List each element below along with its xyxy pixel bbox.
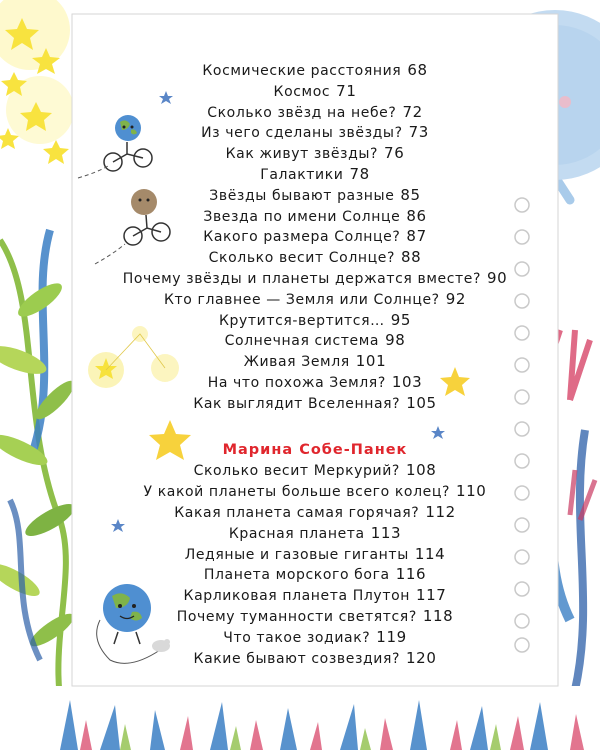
toc-item-page: 90: [487, 268, 508, 287]
toc-item-page: 76: [384, 144, 405, 163]
toc-item-page: 87: [406, 227, 427, 246]
toc-item-page: 78: [349, 164, 370, 183]
toc-item-title: Звезда по имени Солнце: [203, 208, 401, 225]
toc-item[interactable]: [72, 60, 558, 81]
toc-item-page: 71: [336, 81, 357, 100]
toc-item-title: Сколько весит Солнце?: [208, 250, 396, 267]
toc-item-page: 113: [370, 523, 402, 542]
toc-item-page: 73: [408, 123, 429, 142]
toc-item-page: 103: [391, 372, 423, 391]
toc-item-title: Красная планета: [228, 525, 365, 542]
toc-item-page: 101: [355, 352, 387, 371]
toc-item-page: 118: [422, 606, 454, 625]
toc-item-title: Как живут звёзды?: [225, 146, 379, 163]
toc-item-title: На что похожа Земля?: [207, 374, 386, 391]
toc-item[interactable]: [72, 351, 558, 372]
toc-item[interactable]: [72, 606, 558, 627]
toc-item[interactable]: [72, 102, 558, 123]
toc-item-title: Живая Земля: [243, 354, 350, 371]
toc-item[interactable]: [72, 164, 558, 185]
toc-item-title: Какого размера Солнце?: [203, 229, 401, 246]
toc-item[interactable]: [72, 372, 558, 393]
toc-item[interactable]: [72, 247, 558, 268]
toc-item[interactable]: [72, 143, 558, 164]
toc-item[interactable]: [72, 81, 558, 102]
toc-item-title: Из чего сделаны звёзды?: [201, 125, 403, 142]
author-heading: Марина Собе-Панек: [222, 441, 408, 458]
toc-item-title: Сколько весит Меркурий?: [193, 463, 400, 480]
toc-item-page: 98: [385, 331, 406, 350]
toc-item-page: 85: [400, 185, 421, 204]
toc-item[interactable]: [72, 460, 558, 481]
toc-item-title: Ледяные и газовые гиганты: [184, 546, 409, 563]
toc-item[interactable]: [72, 330, 558, 351]
toc-item[interactable]: [72, 393, 558, 414]
toc-item[interactable]: [72, 502, 558, 523]
toc-item-title: Как выглядит Вселенная?: [193, 395, 401, 412]
toc-item[interactable]: [72, 523, 558, 544]
toc-item-title: У какой планеты больше всего колец?: [143, 484, 450, 501]
toc-item-page: 68: [407, 61, 428, 79]
toc-item-title: Какая планета самая горячая?: [174, 504, 420, 521]
toc-item-title: Планета морского бога: [203, 567, 390, 584]
toc-item[interactable]: [72, 268, 558, 289]
toc-item-title: Кто главнее — Земля или Солнце?: [163, 291, 440, 308]
toc-item-page: 120: [406, 648, 437, 667]
toc-item[interactable]: [72, 206, 558, 227]
toc-item-title: Какие бывают созвездия?: [193, 650, 401, 667]
toc-item-title: Почему туманности светятся?: [176, 608, 417, 625]
toc-item-title: Почему звёзды и планеты держатся вместе?: [122, 270, 481, 287]
toc-item[interactable]: [72, 585, 558, 606]
toc-item-page: 110: [456, 482, 487, 501]
toc-item-page: 108: [405, 461, 437, 480]
toc-item[interactable]: [72, 310, 558, 331]
toc-item[interactable]: [72, 226, 558, 247]
toc-item-title: Сколько звёзд на небе?: [207, 104, 397, 121]
star-cluster-top-left: [0, 0, 74, 164]
toc-item-title: Солнечная система: [224, 333, 380, 350]
plants-left: [0, 230, 79, 740]
toc-item[interactable]: [72, 185, 558, 206]
toc-item-title: Космические расстояния: [202, 63, 402, 79]
toc-item-page: 119: [376, 627, 407, 646]
toc-item-page: 114: [414, 544, 446, 563]
toc-item[interactable]: [72, 564, 558, 585]
toc-item-title: Что такое зодиак?: [223, 629, 371, 646]
toc-item-page: 116: [395, 565, 427, 584]
toc-item[interactable]: [72, 122, 558, 143]
toc-item-page: 117: [416, 586, 447, 605]
toc-item-title: Карликовая планета Плутон: [183, 588, 410, 605]
toc-item-title: Галактики: [260, 166, 344, 183]
toc-item-page: 72: [402, 102, 423, 121]
toc-item[interactable]: [72, 289, 558, 310]
toc-item-page: 88: [401, 248, 422, 267]
toc-item-page: 105: [406, 393, 437, 412]
toc-item-page: 95: [390, 310, 412, 329]
toc-item-title: Крутится-вертится…: [218, 312, 385, 329]
toc-item-page: 112: [425, 502, 456, 521]
toc-item[interactable]: [72, 648, 558, 669]
plants-bottom: [0, 686, 600, 750]
table-of-contents: [72, 60, 558, 668]
toc-item[interactable]: [72, 481, 558, 502]
toc-item-page: 86: [406, 206, 427, 225]
toc-item[interactable]: [72, 544, 558, 565]
toc-item-page: 92: [445, 289, 466, 308]
toc-item-title: Звёзды бывают разные: [209, 187, 395, 204]
toc-item[interactable]: [72, 627, 558, 648]
toc-item-title: Космос: [273, 83, 331, 100]
